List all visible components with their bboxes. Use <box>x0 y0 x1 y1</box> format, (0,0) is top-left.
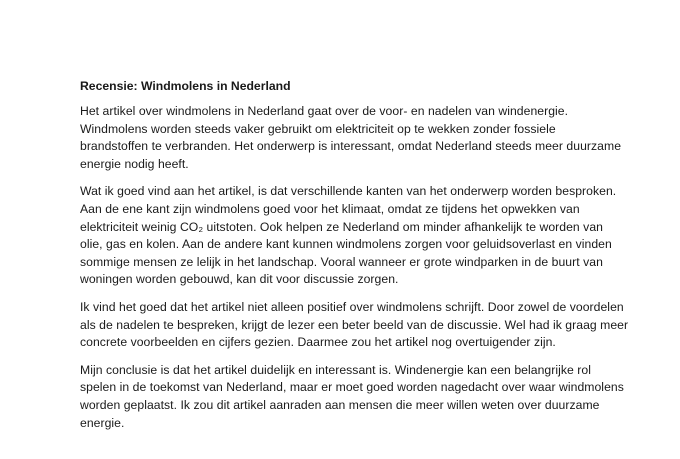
paragraph-conclusion <box>80 362 624 432</box>
paragraph-line: woningen worden gebouwd, kan dit voor discussie zorgen. <box>80 272 399 287</box>
document-page <box>80 78 629 442</box>
paragraph-line: Windmolens worden steeds vaker gebruikt om elektriciteit op te wekken zonder fossiele <box>80 121 556 136</box>
document-title: Recensie: Windmolens in Nederland <box>80 79 291 93</box>
paragraph-line: concrete voorbeelden en cijfers gezien. Daarmee zou het artikel nog overtuigender zijn. <box>80 335 556 350</box>
paragraph-line: sommige mensen ze lelijk in het landschap. Vooral wanneer er grote windparken in de buurt van <box>80 254 603 269</box>
paragraph-line: Ik vind het goed dat het artikel niet alleen positief over windmolens schrijft. Door zowel de voordelen <box>80 299 624 314</box>
paragraph-line: Mijn conclusie is dat het artikel duidelijk en interessant is. Windenergie kan een belangrijke rol <box>80 362 591 377</box>
paragraph-evaluation <box>80 299 629 352</box>
paragraph-line: olie, gas en kolen. Aan de andere kant kunnen windmolens zorgen voor geluidsoverlast en vinden <box>80 237 612 252</box>
paragraph-line: Wat ik goed vind aan het artikel, is dat verschillende kanten van het onderwerp worden besproken. <box>80 184 617 199</box>
paragraph-pros-cons <box>80 183 620 289</box>
paragraph-introduction <box>80 103 620 173</box>
paragraph-line: als de nadelen te bespreken, krijgt de lezer een beter beeld van de discussie. Wel had ik graag meer <box>80 317 629 332</box>
paragraph-line: Aan de ene kant zijn windmolens goed voor het klimaat, omdat ze tijdens het opwekken van <box>80 201 580 216</box>
paragraph-line: energie nodig heeft. <box>80 156 189 171</box>
paragraph-line: worden geplaatst. Ik zou dit artikel aanraden aan mensen die meer willen weten over duurzame <box>80 397 600 412</box>
paragraph-line: spelen in de toekomst van Nederland, maar er moet goed worden nagedacht over waar windmolens <box>80 380 624 395</box>
paragraph-line: elektriciteit weinig CO₂ uitstoten. Ook helpen ze Nederland om minder afhankelijk te worden van <box>80 219 603 234</box>
paragraph-line: Het artikel over windmolens in Nederland gaat over de voor- en nadelen van windenergie. <box>80 104 569 118</box>
paragraph-line: energie. <box>80 415 125 430</box>
paragraph-line: brandstoffen te verbranden. Het onderwerp is interessant, omdat Nederland steeds meer duurzame <box>80 139 622 154</box>
